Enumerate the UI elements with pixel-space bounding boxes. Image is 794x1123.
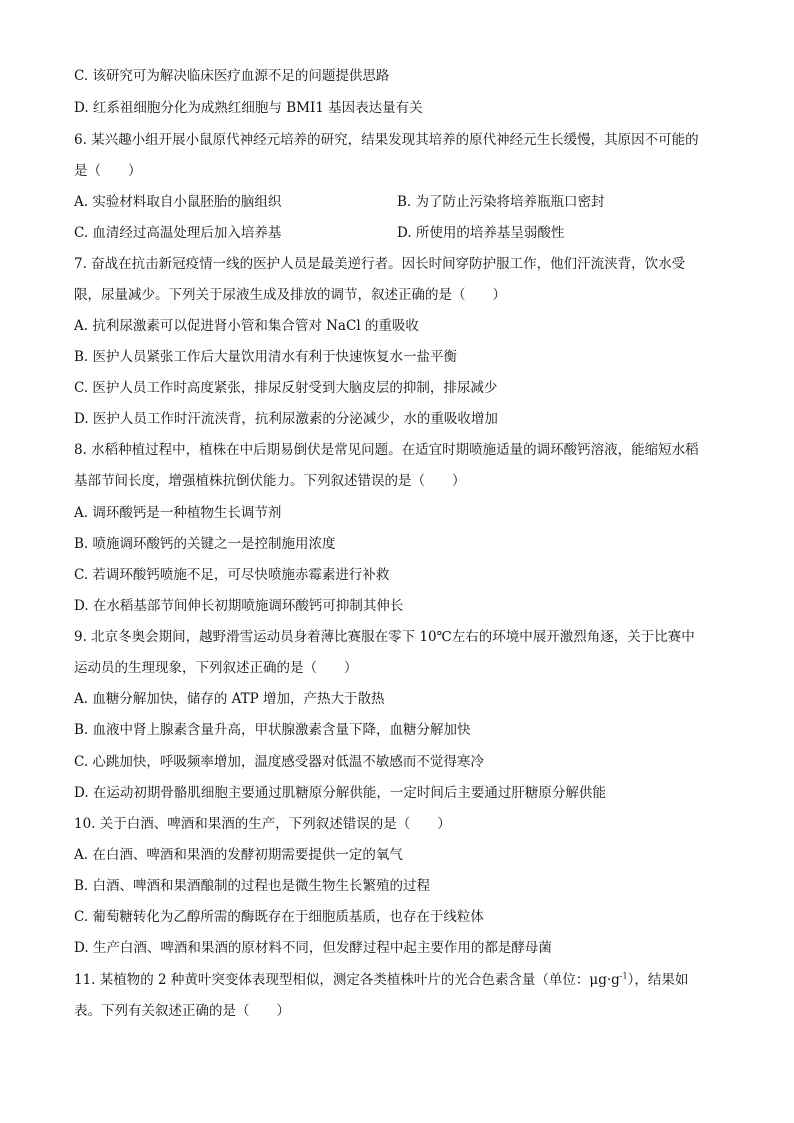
q6-option-b: B. 为了防止污染将培养瓶瓶口密封 [397,194,605,210]
q6-stem-line1: 6. 某兴趣小组开展小鼠原代神经元培养的研究，结果发现其培养的原代神经元生长缓慢，其原因不可能的 [74,132,699,148]
q10-option-c: C. 葡萄糖转化为乙醇所需的酶既存在于细胞质基质，也存在于线粒体 [74,909,484,925]
q7-option-d: D. 医护人员工作时汗流浃背，抗利尿激素的分泌减少，水的重吸收增加 [74,411,498,427]
q9-option-c: C. 心跳加快，呼吸频率增加，温度感受器对低温不敏感而不觉得寒冷 [74,754,484,770]
q6-option-c: C. 血清经过高温处理后加入培养基 [74,225,282,241]
q6-option-d: D. 所使用的培养基呈弱酸性 [397,225,565,241]
q11-stem-line1 [74,970,688,990]
q8-option-b: B. 喷施调环酸钙的关键之一是控制施用浓度 [74,536,336,552]
q7-option-a: A. 抗利尿激素可以促进肾小管和集合管对 NaCl 的重吸收 [74,318,419,334]
q10-option-b: B. 白酒、啤酒和果酒酿制的过程也是微生物生长繁殖的过程 [74,878,431,894]
q7-option-c: C. 医护人员工作时高度紧张，排尿反射受到大脑皮层的抑制，排尿减少 [74,380,498,396]
q8-option-c: C. 若调环酸钙喷施不足，可尽快喷施赤霉素进行补救 [74,567,390,583]
q11-stem-text: 11. 某植物的 2 种黄叶突变体表现型相似，测定各类植株叶片的光合色素含量（单位：μg·g [74,972,620,988]
q9-option-d: D. 在运动初期骨骼肌细胞主要通过肌糖原分解供能，一定时间后主要通过肝糖原分解供能 [74,785,606,801]
q9-stem-line2: 运动员的生理现象，下列叙述正确的是（ ） [74,660,358,676]
q9-option-a: A. 血糖分解加快，储存的 ATP 增加，产热大于散热 [74,691,385,707]
q8-stem-line2: 基部节间长度，增强植株抗倒伏能力。下列叙述错误的是（ ） [74,473,466,489]
q11-stem-text-end: ），结果如 [627,972,689,988]
q10-option-d: D. 生产白酒、啤酒和果酒的原材料不同，但发酵过程中起主要作用的都是酵母菌 [74,940,552,956]
q9-option-b: B. 血液中肾上腺素含量升高，甲状腺激素含量下降，血糖分解加快 [74,722,471,738]
q8-option-a: A. 调环酸钙是一种植物生长调节剂 [74,505,282,521]
unit-exponent: -1 [619,971,628,981]
q6-stem-line2: 是（ ） [74,163,142,179]
q7-stem-line1: 7. 奋战在抗击新冠疫情一线的医护人员是最美逆行者。因长时间穿防护服工作，他们汗流浃背，饮水受 [74,256,686,272]
q7-stem-line2: 限，尿量减少。下列关于尿液生成及排放的调节，叙述正确的是（ ） [74,287,506,303]
q7-option-b: B. 医护人员紧张工作后大量饮用清水有利于快速恢复水一盐平衡 [74,349,458,365]
q10-stem: 10. 关于白酒、啤酒和果酒的生产，下列叙述错误的是（ ） [74,816,451,832]
q5-option-d: D. 红系祖细胞分化为成熟红细胞与 BMI1 基因表达量有关 [74,100,423,116]
q8-option-d: D. 在水稻基部节间伸长初期喷施调环酸钙可抑制其伸长 [74,598,404,614]
q10-option-a: A. 在白酒、啤酒和果酒的发酵初期需要提供一定的氧气 [74,847,403,863]
q11-stem-line2: 表。下列有关叙述正确的是（ ） [74,1003,290,1019]
q8-stem-line1: 8. 水稻种植过程中，植株在中后期易倒伏是常见问题。在适宜时期喷施适量的调环酸钙溶液，能缩短水稻 [74,442,699,458]
q9-stem-line1: 9. 北京冬奥会期间，越野滑雪运动员身着薄比赛服在零下 10℃左右的环境中展开激烈角逐，关于比赛中 [74,629,695,645]
q6-option-a: A. 实验材料取自小鼠胚胎的脑组织 [74,194,282,210]
q5-option-c: C. 该研究可为解决临床医疗血源不足的问题提供思路 [74,68,390,84]
